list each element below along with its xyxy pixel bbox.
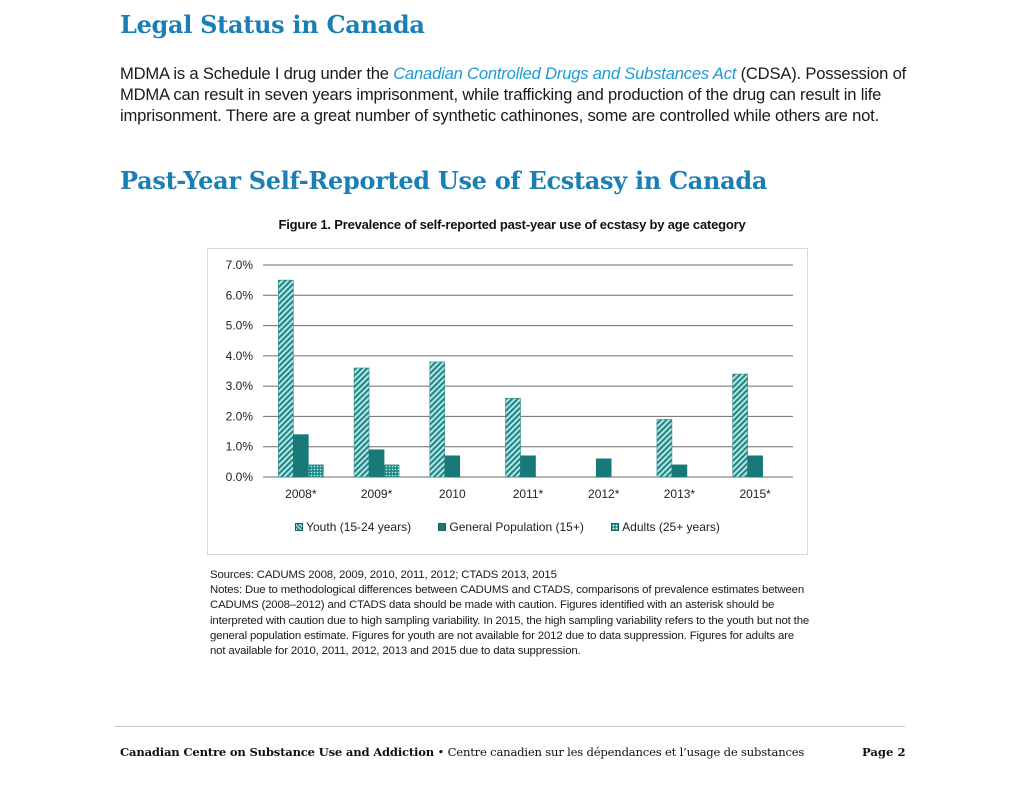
legal-status-paragraph (120, 63, 920, 126)
footer-separator: • (434, 745, 448, 759)
bar-general-population (293, 435, 308, 477)
footer-org-english: Canadian Centre on Substance Use and Addiction (120, 745, 435, 759)
y-tick-label: 3.0% (225, 379, 253, 394)
notes-text: Notes: Due to methodological differences between CADUMS and CTADS, comparisons of prevalence estimates between CADUMS (2008–2012) and CTADS data should be made with caution. Figures identified with an asterisk should be interpreted with caution due to high sampling variability. In 2015, the high sampling variability refers to the youth but not the general population estimate. Figures for youth are not available for 2012 due to data suppression. Figures for adults are not available for 2010, 2011, 2012, 2013 and 2015 due to data suppression. (210, 584, 810, 658)
page-number: Page 2 (862, 745, 906, 759)
sources-text: Sources: CADUMS 2008, 2009, 2010, 2011, 2012; CTADS 2013, 2015 (210, 569, 557, 581)
footer-org-french: Centre canadien sur les dépendances et l’usage de substances (447, 745, 805, 759)
y-tick-label: 5.0% (225, 318, 253, 333)
bar-youth (430, 362, 445, 477)
chart-container (207, 248, 808, 555)
bar-adults (308, 465, 323, 477)
x-tick-label: 2010 (438, 487, 466, 501)
bar-general-population (748, 456, 763, 477)
y-tick-label: 4.0% (225, 348, 253, 363)
bar-youth (278, 280, 293, 477)
figure-title: Figure 1. Prevalence of self-reported past-year use of ecstasy by age category (278, 217, 746, 232)
legend-label-adults: Adults (25+ years) (622, 520, 720, 534)
y-tick-label: 0.0% (225, 470, 253, 484)
bar-general-population (596, 459, 611, 477)
para-text-1: MDMA is a Schedule I drug under the (120, 64, 394, 83)
footer-divider (115, 726, 905, 727)
legend-label-youth: Youth (15-24 years) (306, 520, 412, 534)
bar-adults (384, 465, 399, 477)
para-text-2: (CDSA). Possession of MDMA can result in seven years imprisonment, while trafficking and production of the drug can result in life imprisonment. There are a great number of synthetic cathinones, some are controlled while others are not. (120, 64, 907, 125)
legend-swatch-youth (295, 523, 303, 531)
y-tick-label: 6.0% (225, 288, 253, 303)
legend-label-general-population: General Population (15+) (449, 520, 584, 534)
bar-general-population (672, 465, 687, 477)
bar-general-population (445, 456, 460, 477)
x-tick-label: 2015* (739, 487, 771, 501)
figure-notes (210, 568, 810, 659)
legend-item-youth (295, 520, 411, 534)
bar-youth (506, 398, 521, 477)
bar-youth (354, 368, 369, 477)
legal-status-heading: Legal Status in Canada (120, 10, 425, 39)
x-tick-label: 2012* (588, 487, 620, 501)
bar-youth (733, 374, 748, 477)
y-tick-label: 2.0% (225, 409, 253, 424)
bar-chart (208, 249, 809, 556)
chart-legend (207, 520, 808, 534)
legend-swatch-general-population (438, 523, 446, 531)
bar-youth (657, 419, 672, 477)
bar-general-population (369, 450, 384, 477)
ecstasy-use-heading: Past-Year Self-Reported Use of Ecstasy in Canada (120, 166, 768, 195)
legend-item-adults (611, 520, 720, 534)
footer (120, 745, 804, 759)
x-tick-label: 2013* (663, 487, 696, 501)
x-tick-label: 2008* (285, 487, 317, 501)
y-tick-label: 7.0% (225, 258, 253, 272)
y-tick-label: 1.0% (225, 439, 253, 454)
act-link[interactable]: Canadian Controlled Drugs and Substances Act (393, 64, 737, 83)
legend-item-general-population (438, 520, 583, 534)
bar-general-population (521, 456, 536, 477)
legend-swatch-adults (611, 523, 619, 531)
x-tick-label: 2011* (512, 487, 544, 501)
x-tick-label: 2009* (360, 487, 393, 501)
